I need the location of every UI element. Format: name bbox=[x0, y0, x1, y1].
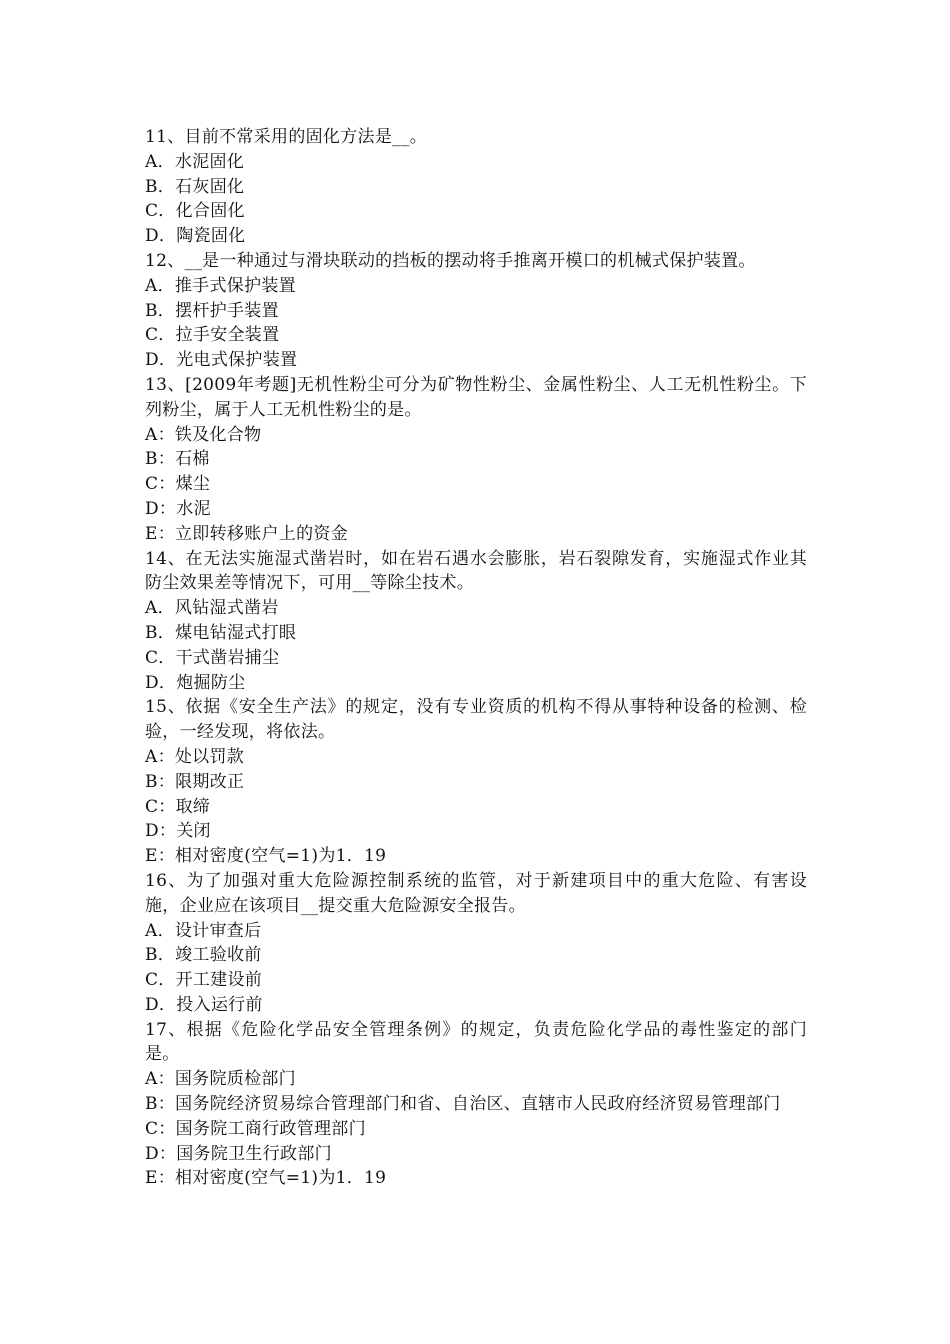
option-15-b: B：限期改正 bbox=[145, 771, 245, 792]
option-13-d: D：水泥 bbox=[145, 498, 211, 519]
option-15-d: D：关闭 bbox=[145, 821, 211, 842]
option-16-c: C．开工建设前 bbox=[145, 970, 263, 991]
question-11: 11、目前不常采用的固化方法是__。 bbox=[145, 127, 428, 147]
option-12-a: A．推手式保护装置 bbox=[145, 275, 296, 296]
option-17-c: C：国务院工商行政管理部门 bbox=[145, 1118, 366, 1139]
option-11-c: C．化合固化 bbox=[145, 201, 245, 222]
option-16-d: D．投入运行前 bbox=[145, 994, 263, 1015]
question-16: 16、为了加强对重大危险源控制系统的监管，对于新建项目中的重大危险、有害设施，企业应在该项目__提交重大危险源安全报告。 bbox=[145, 870, 807, 916]
option-11-b: B．石灰固化 bbox=[145, 176, 245, 197]
option-15-a: A：处以罚款 bbox=[145, 746, 245, 767]
option-13-e: E：立即转移账户上的资金 bbox=[145, 523, 349, 544]
document-page bbox=[145, 125, 807, 1191]
option-13-a: A：铁及化合物 bbox=[145, 424, 262, 445]
option-17-b: B：国务院经济贸易综合管理部门和省、自治区、直辖市人民政府经济贸易管理部门 bbox=[145, 1094, 781, 1115]
option-16-b: B．竣工验收前 bbox=[145, 945, 262, 966]
option-15-c: C：取缔 bbox=[145, 796, 211, 817]
option-16-a: A．设计审查后 bbox=[145, 920, 262, 941]
question-12: 12、__是一种通过与滑块联动的挡板的摆动将手推离开模口的机械式保护装置。 bbox=[145, 250, 756, 271]
question-14: 14、在无法实施湿式凿岩时，如在岩石遇水会膨胀，岩石裂隙发育，实施湿式作业其防尘效果差等情况下，可用__等除尘技术。 bbox=[145, 548, 807, 594]
option-13-b: B：石棉 bbox=[145, 449, 210, 470]
option-17-a: A：国务院质检部门 bbox=[145, 1069, 296, 1090]
option-17-e: E：相对密度(空气=1)为1．19 bbox=[145, 1168, 387, 1189]
option-14-a: A．风钻湿式凿岩 bbox=[145, 598, 279, 619]
option-13-c: C：煤尘 bbox=[145, 474, 211, 495]
option-17-d: D：国务院卫生行政部门 bbox=[145, 1143, 332, 1164]
option-14-c: C．干式凿岩捕尘 bbox=[145, 647, 280, 668]
option-14-b: B．煤电钻湿式打眼 bbox=[145, 622, 297, 643]
option-12-d: D．光电式保护装置 bbox=[145, 350, 298, 371]
option-12-c: C．拉手安全装置 bbox=[145, 325, 280, 346]
option-12-b: B．摆杆护手装置 bbox=[145, 300, 279, 321]
question-15: 15、依据《安全生产法》的规定，没有专业资质的机构不得从事特种设备的检测、检验，一经发现，将依法。 bbox=[145, 697, 807, 743]
option-11-d: D．陶瓷固化 bbox=[145, 226, 246, 247]
question-17: 17、根据《危险化学品安全管理条例》的规定，负责危险化学品的毒性鉴定的部门是。 bbox=[145, 1019, 807, 1065]
option-11-a: A．水泥固化 bbox=[145, 151, 245, 172]
option-14-d: D．炮掘防尘 bbox=[145, 672, 246, 693]
question-13: 13、[2009年考题]无机性粉尘可分为矿物性粉尘、金属性粉尘、人工无机性粉尘。下列粉尘，属于人工无机性粉尘的是。 bbox=[145, 374, 807, 420]
option-15-e: E：相对密度(空气=1)为1．19 bbox=[145, 846, 387, 867]
